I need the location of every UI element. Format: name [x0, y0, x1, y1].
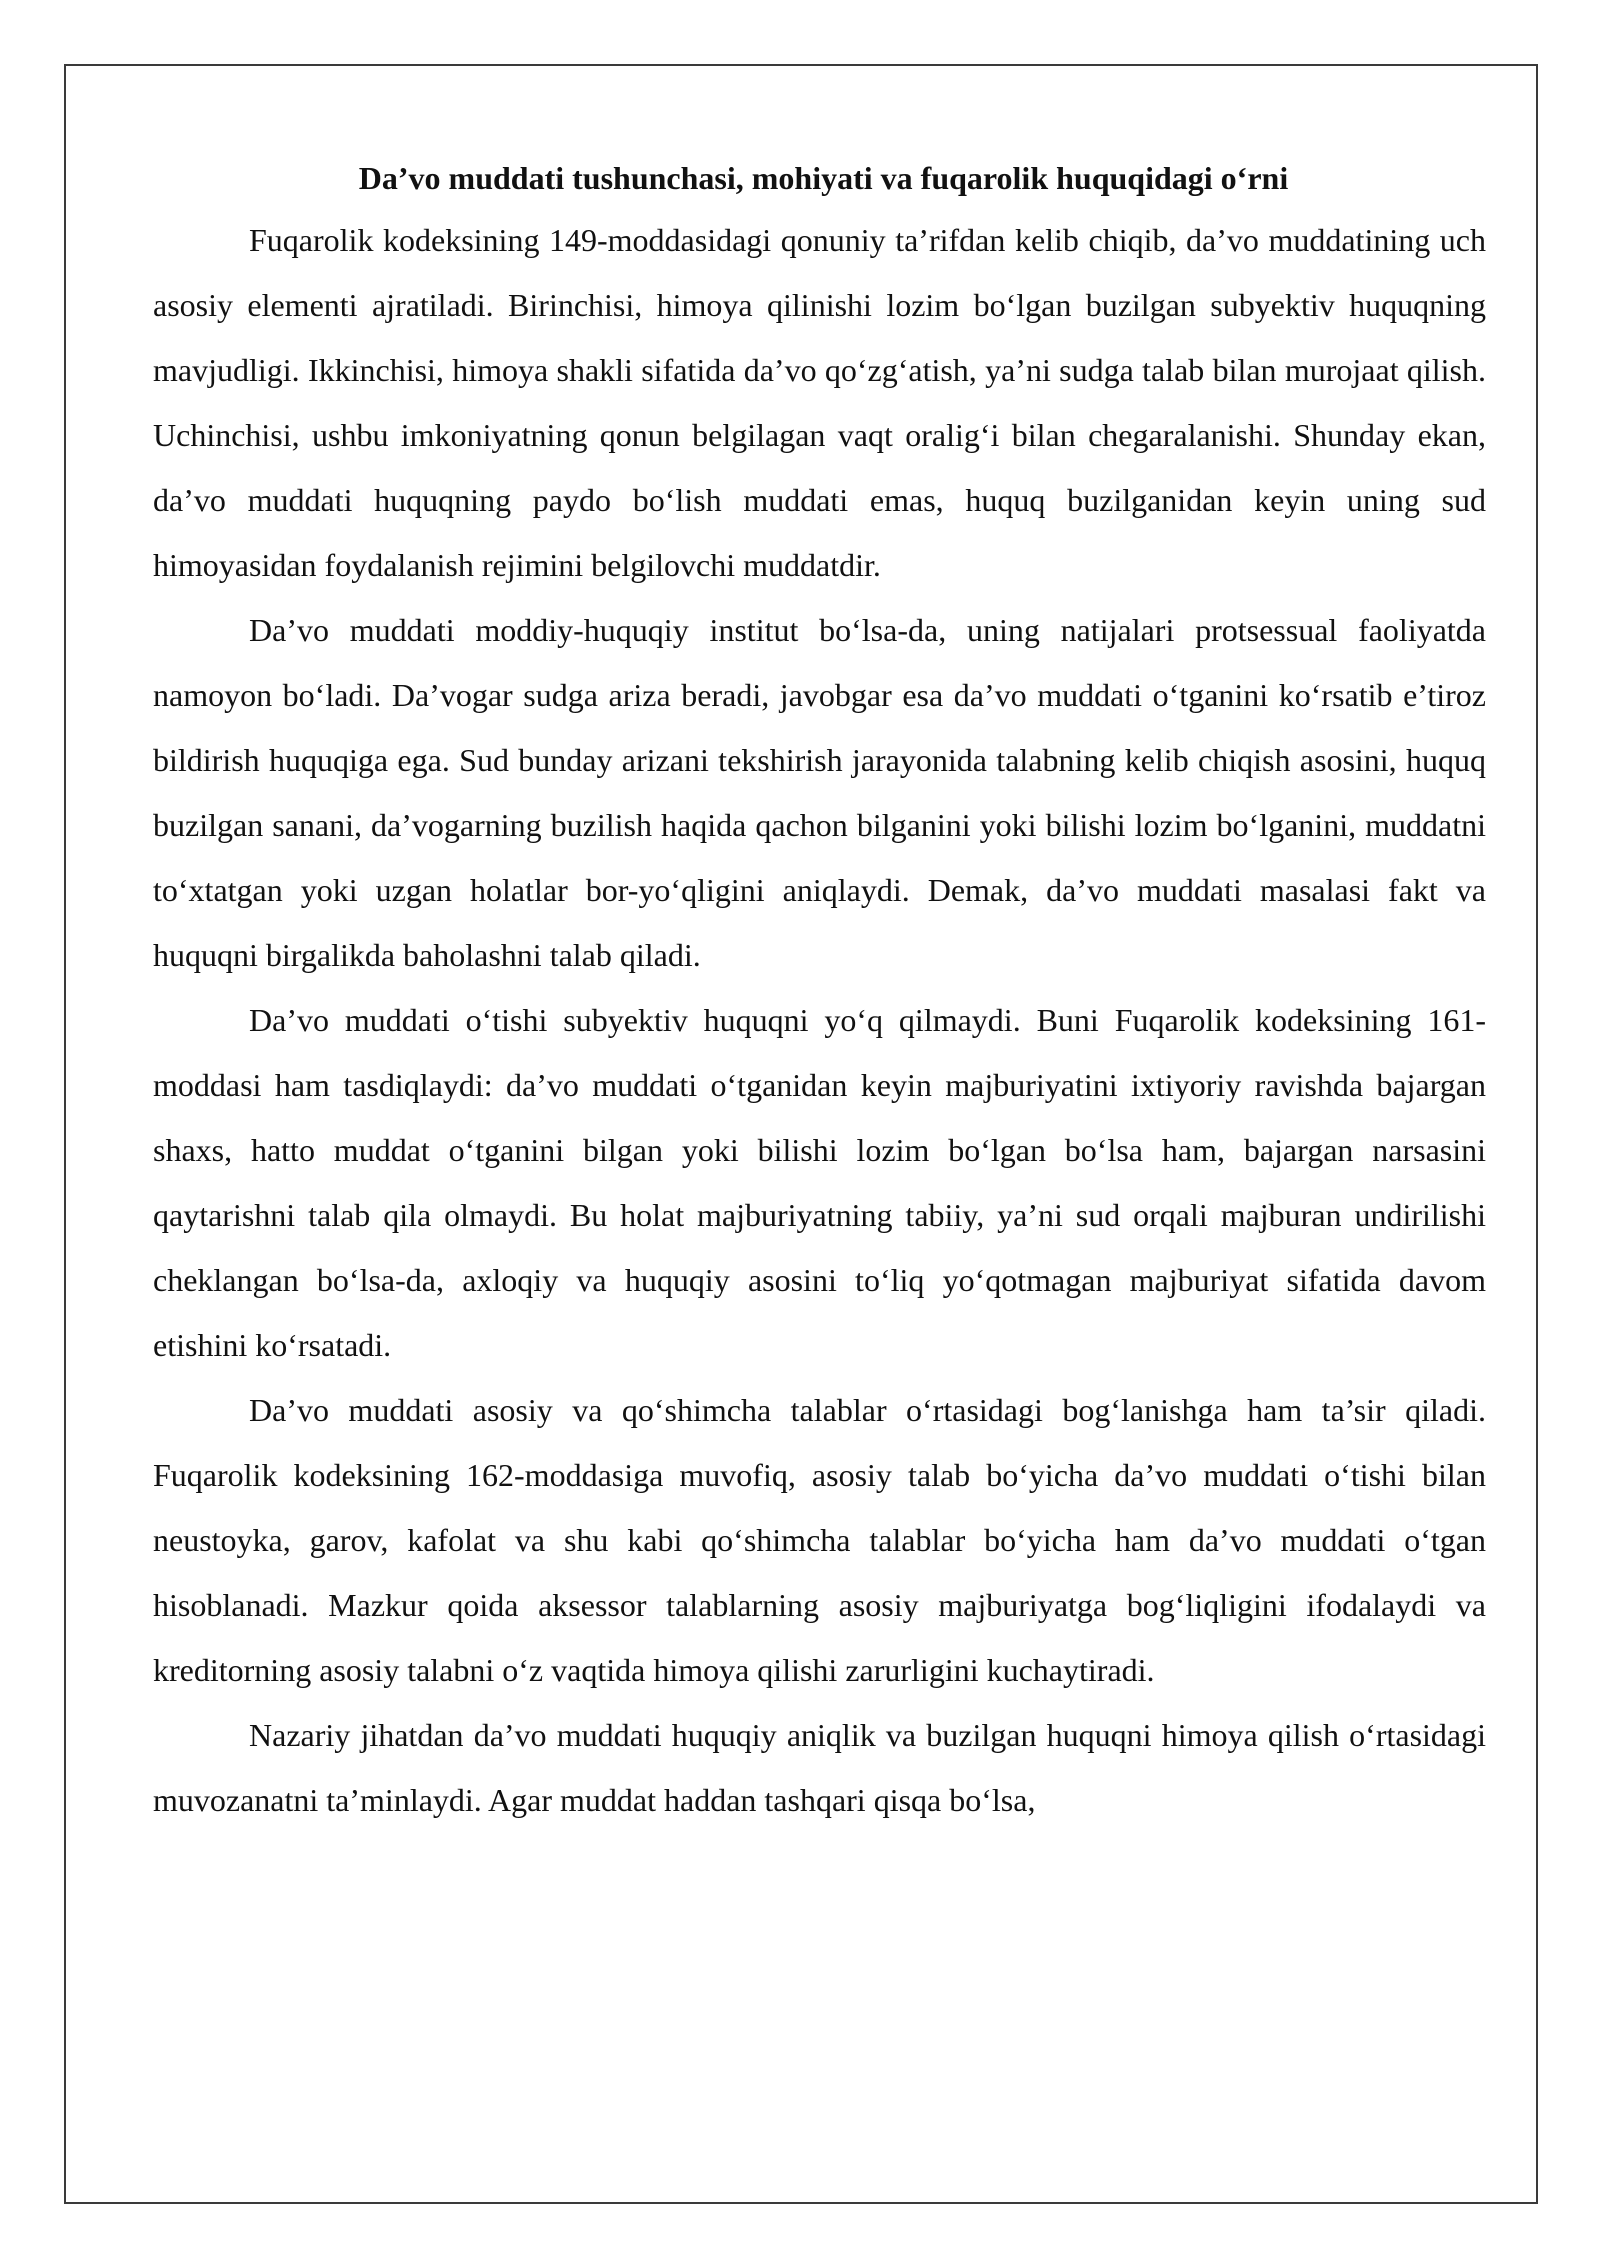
document-title: Da’vo muddati tushunchasi, mohiyati va fuqarolik huquqidagi o‘rni — [358, 160, 1289, 196]
paragraph-5: Nazariy jihatdan da’vo muddati huquqiy aniqlik va buzilgan huquqni himoya qilish o‘rtasidagi muvozanatni ta’minlaydi. Agar muddat haddan tashqari qisqa bo‘lsa, — [153, 1717, 1486, 1818]
paragraph-2: Da’vo muddati moddiy-huquqiy institut bo‘lsa-da, uning natijalari protsessual faoliyatda namoyon bo‘ladi. Da’vogar sudga ariza beradi, javobgar esa da’vo muddati o‘tganini ko‘rsatib e’tiroz bildirish huquqiga ega. Sud bunday arizani tekshirish jarayonida talabning kelib chiqish asosini, huquq buzilgan sanani, da’vogarning buzilish haqida qachon bilganini yoki bilishi lozim bo‘lganini, muddatni to‘xtatgan yoki uzgan holatlar bor-yo‘qligini aniqlaydi. Demak, da’vo muddati masalasi fakt va huquqni birgalikda baholashni talab qiladi. — [153, 612, 1486, 973]
paragraph-1: Fuqarolik kodeksining 149-moddasidagi qonuniy ta’rifdan kelib chiqib, da’vo muddatining uch asosiy elementi ajratiladi. Birinchisi, himoya qilinishi lozim bo‘lgan buzilgan subyektiv huquqning mavjudligi. Ikkinchisi, himoya shakli sifatida da’vo qo‘zg‘atish, ya’ni sudga talab bilan murojaat qilish. Uchinchisi, ushbu imkoniyatning qonun belgilagan vaqt oralig‘i bilan chegaralanishi. Shunday ekan, da’vo muddati huquqning paydo bo‘lish muddati emas, huquq buzilganidan keyin uning sud himoyasidan foydalanish rejimini belgilovchi muddatdir. — [153, 222, 1486, 583]
paragraph-4: Da’vo muddati asosiy va qo‘shimcha talablar o‘rtasidagi bog‘lanishga ham ta’sir qiladi. Fuqarolik kodeksining 162-moddasiga muvofiq, asosiy talab bo‘yicha da’vo muddati o‘tishi bilan neustoyka, garov, kafolat va shu kabi qo‘shimcha talablar bo‘yicha ham da’vo muddati o‘tgan hisoblanadi. Mazkur qoida aksessor talablarning asosiy majburiyatga bog‘liqligini ifodalaydi va kreditorning asosiy talabni o‘z vaqtida himoya qilishi zarurligini kuchaytiradi. — [153, 1392, 1486, 1688]
document-body — [153, 148, 1486, 1833]
paragraph-3: Da’vo muddati o‘tishi subyektiv huquqni yo‘q qilmaydi. Buni Fuqarolik kodeksining 161-moddasi ham tasdiqlaydi: da’vo muddati o‘tganidan keyin majburiyatini ixtiyoriy ravishda bajargan shaxs, hatto muddat o‘tganini bilgan yoki bilishi lozim bo‘lgan bo‘lsa ham, bajargan narsasini qaytarishni talab qila olmaydi. Bu holat majburiyatning tabiiy, ya’ni sud orqali majburan undirilishi cheklangan bo‘lsa-da, axloqiy va huquqiy asosini to‘liq yo‘qotmagan majburiyat sifatida davom etishini ko‘rsatadi. — [153, 1002, 1486, 1363]
